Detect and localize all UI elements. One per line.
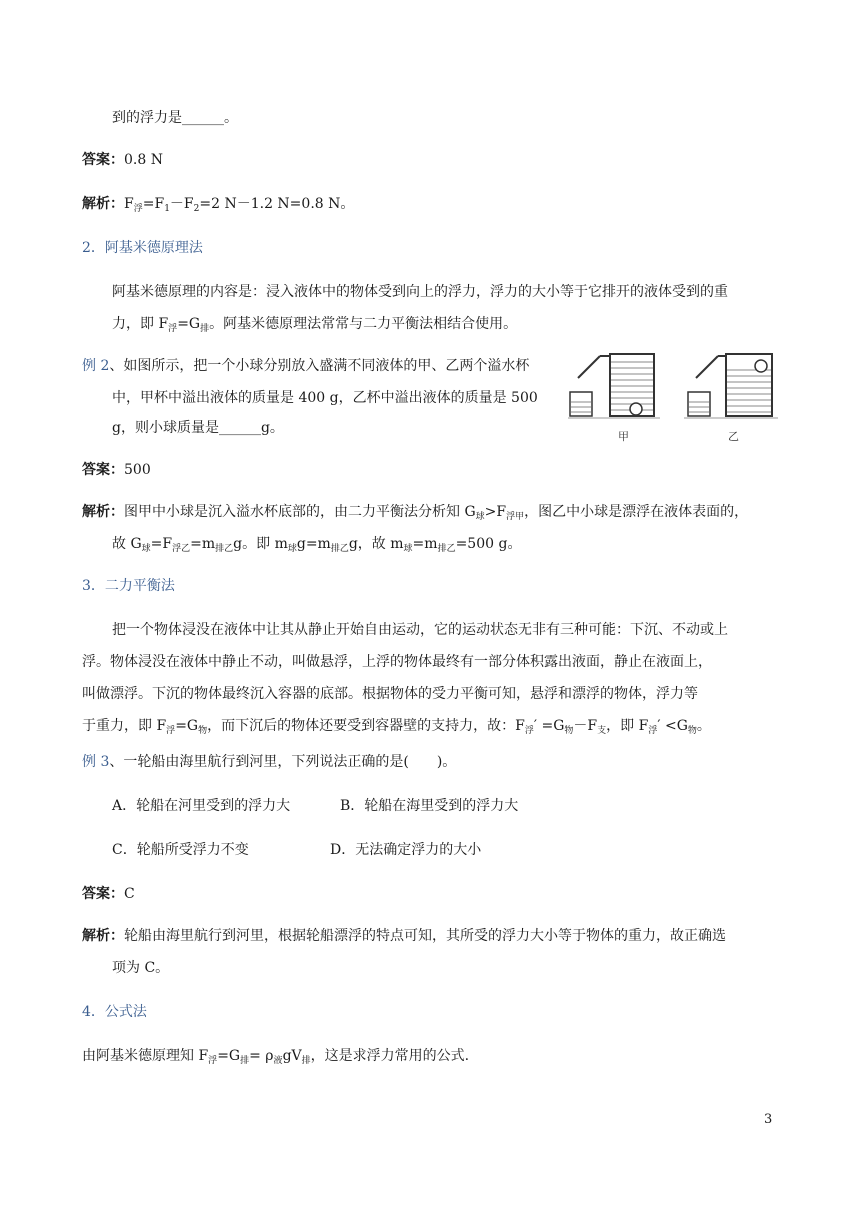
paragraph-line: 把一个物体浸没在液体中让其从静止开始自由运动，它的运动状态无非有三种可能：下沉、不动或上 xyxy=(112,622,728,638)
figure-label-jia: 甲 xyxy=(618,430,629,443)
paragraph-line: 浮。物体浸没在液体中静止不动，叫做悬浮，上浮的物体最终有一部分体积露出液面，静止在液面上， xyxy=(82,654,712,670)
answer-2 xyxy=(82,460,151,480)
page-number: 3 xyxy=(764,1112,773,1127)
question-fragment: 到的浮力是______。 xyxy=(112,110,238,126)
answer-value: 0.8 N xyxy=(124,152,163,168)
option-d: D．无法确定浮力的大小 xyxy=(330,842,482,858)
answer-label: 答案： xyxy=(82,886,124,902)
answer-3 xyxy=(82,884,135,904)
analysis-2-line: 解析：图甲中小球是沉入溢水杯底部的，由二力平衡法分析知 $G_球>F_{浮甲}$，图乙中小球是漂浮在液体表面的， xyxy=(82,504,749,522)
answer-value: C xyxy=(124,886,135,902)
figure-label-yi: 乙 xyxy=(728,430,739,443)
overflow-cups-figure xyxy=(568,348,778,448)
section-heading-2: 2．阿基米德原理法 xyxy=(82,240,203,256)
answer-1 xyxy=(82,150,163,170)
answer-label: 答案： xyxy=(82,152,124,168)
example-2-line: 中，甲杯中溢出液体的质量是 400 g，乙杯中溢出液体的质量是 500 xyxy=(112,390,538,406)
example-label: 例 2 xyxy=(82,358,110,374)
paragraph-line: 阿基米德原理的内容是：浸入液体中的物体受到向上的浮力，浮力的大小等于它排开的液体受到的重 xyxy=(112,284,728,300)
option-a: A．轮船在河里受到的浮力大 xyxy=(112,798,291,814)
cup-jia xyxy=(568,354,660,443)
paragraph-line: 叫做漂浮。下沉的物体最终沉入容器的底部。根据物体的受力平衡可知，悬浮和漂浮的物体，浮力等 xyxy=(82,686,698,702)
option-b: B．轮船在海里受到的浮力大 xyxy=(340,798,519,814)
answer-value: 500 xyxy=(124,462,151,478)
example-2-line: 例 2、如图所示，把一个小球分别放入盛满不同液体的甲、乙两个溢水杯 xyxy=(82,358,530,374)
analysis-2-line: 故 $G_球=F_{浮乙}=m_{排乙}g$。即 $m_球g=m_{排乙}g$，故 $m_球=m_{排乙}=500$ g。 xyxy=(112,536,522,554)
example-3-line: 例 3、一轮船由海里航行到河里，下列说法正确的是( )。 xyxy=(82,754,457,770)
analysis-3-line: 解析：轮船由海里航行到河里，根据轮船漂浮的特点可知，其所受的浮力大小等于物体的重力，故正确选 xyxy=(82,928,726,944)
paragraph-line: 于重力，即 $F_浮=G_物$，而下沉后的物体还要受到容器壁的支持力，故：$F_浮' =G_物-F_支$，即 $F_浮' <G_物$。 xyxy=(82,718,711,736)
analysis-label: 解析： xyxy=(82,504,124,520)
paragraph-line: 力，即 $F_浮=G_排$。阿基米德原理法常常与二力平衡法相结合使用。 xyxy=(112,316,518,334)
paragraph-line: 由阿基米德原理知 $F_浮=G_排= \rho_液gV_排$，这是求浮力常用的公式. xyxy=(82,1048,470,1066)
analysis-label: 解析： xyxy=(82,928,124,944)
section-heading-4: 4．公式法 xyxy=(82,1004,147,1020)
analysis-1: 解析：$F_浮=F_1-F_2=2$ N－1.2 N=0.8 N。 xyxy=(82,196,355,214)
answer-label: 答案： xyxy=(82,462,124,478)
option-c: C．轮船所受浮力不变 xyxy=(112,842,249,858)
cup-yi xyxy=(684,354,778,443)
example-label: 例 3 xyxy=(82,754,110,770)
analysis-label: 解析： xyxy=(82,196,124,212)
analysis-3-line: 项为 C。 xyxy=(112,960,170,976)
example-2-line: g，则小球质量是______g。 xyxy=(112,420,284,436)
section-heading-3: 3．二力平衡法 xyxy=(82,578,175,594)
